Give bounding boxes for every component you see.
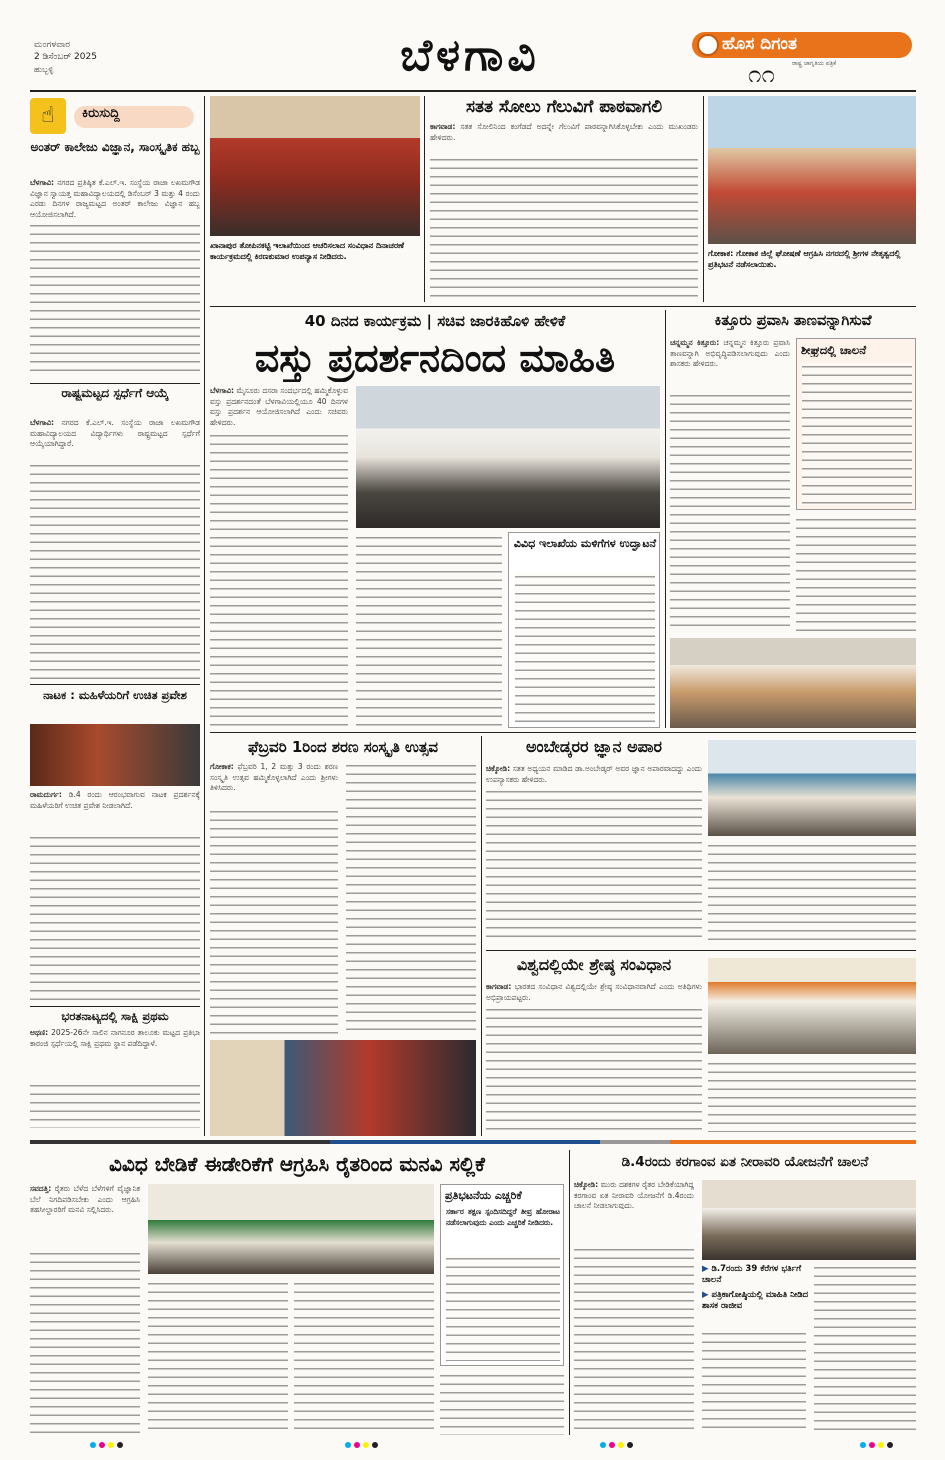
color-dot: [99, 1442, 105, 1448]
raitha-lead: [30, 1184, 140, 1248]
masthead-day: ಮಂಗಳವಾರ: [34, 40, 71, 50]
column-divider: [569, 1150, 570, 1435]
karagaon-story: [574, 1150, 916, 1435]
samvidhana-photo: [708, 958, 916, 1054]
body-text-lines: [148, 1280, 288, 1435]
dateline: ಬೆಳಗಾವಿ:: [30, 418, 55, 427]
dateline: ಬೆಳಗಾವಿ:: [30, 178, 55, 187]
lead-text: ಚನ್ನಮ್ಮನ ಕಿತ್ತೂರು ಪ್ರವಾಸಿ ತಾಣವನ್ನಾಗಿ ಅಭಿವೃದ್ಧಿಪಡಿಸಲಾಗುವುದು ಎಂದು ಶಾಸಕರು ಹೇಳಿದರು.: [670, 338, 790, 368]
kirusuddi-item-title: ಅಂತರ್ ಕಾಲೇಜು ವಿಜ್ಞಾನ, ಸಾಂಸ್ಕೃತಿಕ ಹಬ್ಬ: [30, 140, 200, 154]
color-dot: [600, 1442, 606, 1448]
body-text-lines: [356, 534, 502, 728]
color-dot: [117, 1442, 123, 1448]
column-divider: [424, 96, 425, 302]
kittur-lead: [670, 338, 790, 390]
body-text-lines: [30, 1082, 200, 1128]
box-title: ವಿವಿಧ ಇಲಾಖೆಯ ಮಳಿಗೆಗಳ ಉದ್ಘಾಟನೆ: [513, 537, 657, 550]
kirusuddi-item-title: ಭರತನಾಟ್ಯದಲ್ಲಿ ಸಾಕ್ಷಿ ಪ್ರಥಮ: [61, 1009, 169, 1023]
row-divider: [210, 306, 916, 307]
sharana-lead: [210, 762, 338, 806]
bar-segment-dark: [30, 1140, 330, 1144]
lead-text: 2025-26ನೇ ಸಾಲಿನ ನಾಗನೂರ ತಾಲೂಕು ಮಟ್ಟದ ಪ್ರತಿಭಾ ಕಾರಂಜಿ ಸ್ಪರ್ಧೆಯಲ್ಲಿ ಸಾಕ್ಷಿ ಪ್ರಥಮ ಸ್ಥಾನ ಪಡೆದಿದ್ದಾಳೆ.: [30, 1028, 200, 1048]
lead-text: ಸತತ ಅಧ್ಯಯನ ಮಾಡಿದ ಡಾ.ಅಂಬೇಡ್ಕರ್ ಅವರ ಜ್ಞಾನ ಅಪಾರವಾದದ್ದು ಎಂದು ಉಪನ್ಯಾಸಕರು ಹೇಳಿದರು.: [486, 764, 702, 784]
karagaon-photo: [702, 1180, 916, 1260]
color-dot: [869, 1442, 875, 1448]
body-text-lines: [814, 1264, 916, 1435]
ambedkar-headline: ಅಂಬೇಡ್ಕರರ ಜ್ಞಾನ ಅಪಾರ: [525, 737, 663, 756]
body-text-lines: [670, 392, 790, 632]
body-text-lines: [708, 1060, 916, 1132]
kirusuddi-item-lead: [30, 418, 200, 460]
print-registration-marks: [600, 1442, 633, 1448]
color-dot: [618, 1442, 624, 1448]
bullet-item: [702, 1290, 812, 1312]
masthead: [0, 0, 945, 92]
column-divider: [481, 736, 482, 1136]
body-text-lines: [802, 363, 912, 505]
kirusuddi-item-lead: [30, 1028, 200, 1080]
color-dot: [108, 1442, 114, 1448]
lead-text: ಭಾರತದ ಸಂವಿಧಾನ ವಿಶ್ವದಲ್ಲಿಯೇ ಶ್ರೇಷ್ಠ ಸಂವಿಧಾನವಾಗಿದೆ ಎಂದು ಅತಿಥಿಗಳು ಅಭಿಪ್ರಾಯಪಟ್ಟರು.: [486, 982, 702, 1002]
lead-text: ನಗರದ ಪ್ರತಿಷ್ಠಿತ ಕೆ.ಎಲ್.ಇ. ಸಂಸ್ಥೆಯ ರಾಜಾ ಲಖಮಗೌಡ ವಿಜ್ಞಾನ ಸ್ವಾಯತ್ತ ಮಹಾವಿದ್ಯಾಲಯದಲ್ಲಿ ಡಿಸೆಂಬರ್ 3 ಮತ್ತು 4 ರಂದು ಎರಡು ದಿನಗಳ ರಾಜ್ಯಮಟ್ಟದ ಅಂತರ್ ಕಾಲೇಜು ವಿಜ್ಞಾನ ಹಬ್ಬ ಆಯೋಜಿಸಲಾಗಿದೆ.: [30, 178, 200, 219]
main-headline: ವಸ್ತು ಪ್ರದರ್ಶನದಿಂದ ಮಾಹಿತಿ: [254, 336, 616, 380]
section-title: ಬೆಳಗಾವಿ: [400, 30, 540, 81]
body-text-lines: [486, 788, 702, 944]
column-divider: [665, 310, 666, 728]
masthead-date: 2 ಡಿಸೆಂಬರ್ 2025: [34, 52, 97, 62]
brand-name: ಹೊಸ ದಿಗಂತ: [722, 34, 797, 54]
masthead-date-block: [34, 40, 154, 75]
samvidhana-headline: ವಿಶ್ವದಲ್ಲಿಯೇ ಶ್ರೇಷ್ಠ ಸಂವಿಧಾನ: [516, 955, 672, 974]
body-text-lines: [30, 462, 200, 682]
box-title: ಪ್ರತಿಭಟನೆಯ ಎಚ್ಚರಿಕೆ: [445, 1189, 522, 1202]
color-dot: [878, 1442, 884, 1448]
color-dot: [354, 1442, 360, 1448]
ambedkar-lead: [486, 764, 702, 786]
kirusuddi-item-title: ನಾಟಕ : ಮಹಿಳೆಯರಿಗೆ ಉಚಿತ ಪ್ರವೇಶ: [43, 688, 187, 702]
color-dot: [627, 1442, 633, 1448]
ambedkar-story: [486, 736, 916, 946]
bullet-icon: ▶: [702, 1290, 712, 1300]
stalls-inauguration-box: [508, 532, 660, 728]
kittur-box: [796, 338, 916, 510]
color-dot: [363, 1442, 369, 1448]
body-text-lines: [210, 432, 348, 728]
color-dot: [90, 1442, 96, 1448]
top-photo-caption: ಖಾನಾಪುರ ತೋಪಿನಕಟ್ಟಿ ಇಲಾಖೆಯಿಂದ ಆಚರಿಸಲಾದ ಸಂವಿಧಾನ ದಿನಾಚರಣೆ ಕಾರ್ಯಕ್ರಮದಲ್ಲಿ ಕಿರಣಕುಮಾರ ಉಪನ್ಯಾಸ ನೀಡಿದರು.: [210, 241, 404, 261]
main-event-photo: [356, 386, 660, 528]
dateline: ಅಥಣಿ:: [30, 1028, 49, 1037]
main-lead: [210, 386, 348, 430]
body-text-lines: [440, 1372, 564, 1435]
body-text-lines: [702, 1330, 806, 1435]
print-registration-marks: [90, 1442, 123, 1448]
main-story: [210, 310, 660, 728]
body-text-lines: [30, 222, 200, 378]
lead-text: ಸತತ ಸೋಲಿನಿಂದ ಕಂಗೆಡದೆ ಅದನ್ನೇ ಗೆಲುವಿಗೆ ಪಾಠವನ್ನಾಗಿಸಿಕೊಳ್ಳಬೇಕು ಎಂದು ಮುಖಂಡರು ಹೇಳಿದರು.: [430, 122, 698, 142]
body-text-lines: [30, 1250, 140, 1435]
brand-tagline: ರಾಷ್ಟ್ರ ಜಾಗೃತಿಯ ಪತ್ರಿಕೆ: [792, 60, 837, 67]
dateline: ಗೋಕಾಕ:: [210, 762, 234, 771]
dateline: ರಾಮದುರ್ಗ:: [30, 790, 62, 799]
bullet-text: ಪತ್ರಿಕಾಗೋಷ್ಠಿಯಲ್ಲಿ ಮಾಹಿತಿ ನೀಡಿದ ಶಾಸಕ ರಾಜೀವ: [702, 1290, 809, 1311]
raitha-headline: ವಿವಿಧ ಬೇಡಿಕೆ ಈಡೇರಿಕೆಗೆ ಆಗ್ರಹಿಸಿ ರೈತರಿಂದ ಮನವಿ ಸಲ್ಲಿಕೆ: [109, 1152, 485, 1176]
body-text-lines: [515, 573, 655, 723]
main-kicker: 40 ದಿನದ ಕಾರ್ಯಕ್ರಮ | ಸಚಿವ ಜಾರಕಿಹೊಳಿ ಹೇಳಿಕೆ: [304, 312, 566, 330]
karagaon-headline: ಡಿ.4ರಂದು ಕರಗಾಂವ ಏತ ನೀರಾವರಿ ಯೋಜನೆಗೆ ಚಾಲನೆ: [621, 1154, 869, 1170]
body-text-lines: [486, 1006, 702, 1132]
color-dot: [345, 1442, 351, 1448]
natak-photo: [30, 724, 200, 786]
sharana-photo: [210, 1040, 476, 1136]
samvidhana-story: [486, 954, 916, 1136]
gokak-protest-photo: [708, 96, 916, 244]
sharana-headline: ಫೆಬ್ರವರಿ 1ರಿಂದ ಶರಣ ಸಂಸ್ಕೃತಿ ಉತ್ಸವ: [248, 738, 438, 756]
bar-segment-blue: [330, 1140, 600, 1144]
masthead-rule: [30, 90, 916, 92]
gokak-caption: ಗೋಕಾಕ: ಗೋಕಾಕ ಜಿಲ್ಲೆ ಘೋಷಣೆ ಆಗ್ರಹಿಸಿ ನಗರದಲ್ಲಿ ಶ್ರೀಗಳ ನೇತೃತ್ವದಲ್ಲಿ ಪ್ರತಿಭಟನೆ ನಡೆಸಲಾಯಿತು.: [708, 249, 901, 269]
divider: [30, 684, 200, 685]
bullet-icon: ▶: [702, 1264, 712, 1274]
kirusuddi-item-title: ರಾಷ್ಟ್ರಮಟ್ಟದ ಸ್ಪರ್ಧೆಗೆ ಆಯ್ಕೆ: [61, 386, 169, 400]
sathata-headline: ಸತತ ಸೋಲು ಗೆಲುವಿಗೆ ಪಾಠವಾಗಲಿ: [465, 97, 663, 117]
dateline: ಚನ್ನಮ್ಮನ ಕಿತ್ತೂರು:: [670, 338, 720, 347]
kittur-story: [670, 310, 916, 728]
body-text-lines: [30, 834, 200, 1004]
dateline: ಕಾಗವಾಡ:: [486, 982, 512, 991]
body-text-lines: [796, 516, 916, 632]
dateline: ಸವದತ್ತಿ:: [30, 1184, 52, 1193]
sharana-story: [210, 736, 476, 1136]
column-divider: [204, 96, 205, 1136]
bullet-text: ಡಿ.7ರಂದು 39 ಕೆರೆಗಳ ಭರ್ತಿಗೆ ಚಾಲನೆ: [702, 1264, 802, 1285]
kirusuddi-item-lead: [30, 790, 200, 832]
dateline: ಬೆಳಗಾವಿ:: [210, 386, 235, 395]
row-divider: [486, 950, 916, 951]
divider: [30, 383, 200, 384]
kirusuddi-header: [30, 96, 200, 136]
kirusuddi-item-lead: [30, 178, 200, 220]
kirusuddi-label: ಕಿರುಸುದ್ದಿ: [74, 106, 194, 128]
lead-text: ನಗರದ ಕೆ.ಎಲ್.ಇ. ಸಂಸ್ಥೆಯ ರಾಜಾ ಲಖಮಗೌಡ ಮಹಾವಿದ್ಯಾಲಯದ ವಿದ್ಯಾರ್ಥಿಗಳು ರಾಷ್ಟ್ರಮಟ್ಟದ ಸ್ಪರ್ಧೆಗೆ ಆಯ್ಕೆಯಾಗಿದ್ದಾರೆ.: [30, 418, 200, 448]
bottom-section-bar: [30, 1140, 916, 1144]
body-text-lines: [708, 842, 916, 944]
color-dot: [860, 1442, 866, 1448]
sathata-lead: [430, 122, 698, 154]
kirusuddi-column: [30, 96, 200, 1136]
body-text-lines: [294, 1280, 434, 1435]
page-number: ೧೧: [748, 60, 775, 88]
lead-text: ಫೆಬ್ರವರಿ 1, 2 ಮತ್ತು 3 ರಂದು ಶರಣ ಸಂಸ್ಕೃತಿ ಉತ್ಸವ ಹಮ್ಮಿಕೊಳ್ಳಲಾಗಿದೆ ಎಂದು ಶ್ರೀಗಳು ತಿಳಿಸಿದರು.: [210, 762, 338, 792]
bar-segment-gray: [600, 1140, 670, 1144]
column-divider: [703, 96, 704, 302]
color-dot: [887, 1442, 893, 1448]
bar-segment-orange: [670, 1140, 916, 1144]
ambedkar-photo: [708, 740, 916, 836]
bullet-item: [702, 1264, 812, 1286]
box-title: ಶೀಘ್ರದಲ್ಲಿ ಚಾಲನೆ: [801, 343, 867, 357]
lead-text: ಡಿ.4 ರಂದು ಆರಂಭವಾಗುವ ನಾಟಕ ಪ್ರದರ್ಶನಕ್ಕೆ ಮಹಿಳೆಯರಿಗೆ ಉಚಿತ ಪ್ರವೇಶ ನೀಡಲಾಗಿದೆ.: [30, 790, 200, 810]
karagaon-lead: [574, 1180, 694, 1244]
box-text: ಸರ್ಕಾರ ತಕ್ಷಣ ಸ್ಪಂದಿಸದಿದ್ದರೆ ತೀವ್ರ ಹೋರಾಟ ನಡೆಸಲಾಗುವುದು ಎಂದು ಎಚ್ಚರಿಕೆ ನೀಡಿದರು.: [446, 1207, 560, 1227]
top-event-photo: [210, 96, 420, 236]
raitha-photo: [148, 1184, 434, 1274]
row-divider: [210, 732, 916, 733]
body-text-lines: [210, 808, 338, 1034]
color-dot: [372, 1442, 378, 1448]
kittur-photo: [670, 638, 916, 728]
body-text-lines: [430, 156, 698, 300]
print-registration-marks: [860, 1442, 893, 1448]
samvidhana-lead: [486, 982, 702, 1004]
body-text-lines: [574, 1246, 694, 1435]
masthead-edition: ಹುಬ್ಬಳ್ಳಿ: [34, 65, 54, 74]
lead-text: ಮೈಸೂರು ದಸರಾ ಸಂದರ್ಭದಲ್ಲಿ ಹಮ್ಮಿಕೊಳ್ಳುವ ವಸ್ತು ಪ್ರದರ್ಶನದಂತೆ ಬೆಳಗಾವಿಯಲ್ಲಿಯೂ 40 ದಿನಗಳ ವಸ್ತು ಪ್ರದರ್ಶನ ಆಯೋಜಿಸಲಾಗಿದೆ ಎಂದು ಸಚಿವರು ಹೇಳಿದರು.: [210, 386, 348, 427]
pointing-hand-icon: ☝: [30, 98, 66, 134]
lead-text: ಮುರು ದಶಕಗಳ ರೈತರ ಬೇಡಿಕೆಯಾಗಿದ್ದ ಕರಗಾಂವ ಏತ ನೀರಾವರಿ ಯೋಜನೆಗೆ ಡಿ.4ರಂದು ಚಾಲನೆ ನೀಡಲಾಗುವುದು.: [574, 1180, 694, 1210]
lead-text: ರೈತರು ಬೆಳೆದ ಬೆಳೆಗಳಿಗೆ ವೈಜ್ಞಾನಿಕ ಬೆಲೆ ನಿಗದಿಪಡಿಸಬೇಕು ಎಂದು ಆಗ್ರಹಿಸಿ ತಹಸೀಲ್ದಾರರಿಗೆ ಮನವಿ ಸಲ್ಲಿಸಿದರು.: [30, 1184, 140, 1214]
raitha-story: [30, 1150, 564, 1435]
protest-warning-box: [440, 1184, 564, 1366]
body-text-lines: [446, 1255, 560, 1361]
print-registration-marks: [345, 1442, 378, 1448]
dateline: ಕಾಗವಾಡ:: [430, 122, 456, 131]
kittur-headline: ಕಿತ್ತೂರು ಪ್ರವಾಸಿ ತಾಣವನ್ನಾಗಿಸುವೆ: [714, 313, 872, 329]
dateline: ಚಿಕ್ಕೋಡಿ:: [486, 764, 511, 773]
dateline: ಚಿಕ್ಕೋಡಿ:: [574, 1180, 599, 1189]
karagaon-bullets: [702, 1264, 812, 1324]
color-dot: [609, 1442, 615, 1448]
brand-logo-icon: [697, 34, 719, 56]
divider: [30, 1006, 200, 1007]
body-text-lines: [346, 762, 476, 1034]
